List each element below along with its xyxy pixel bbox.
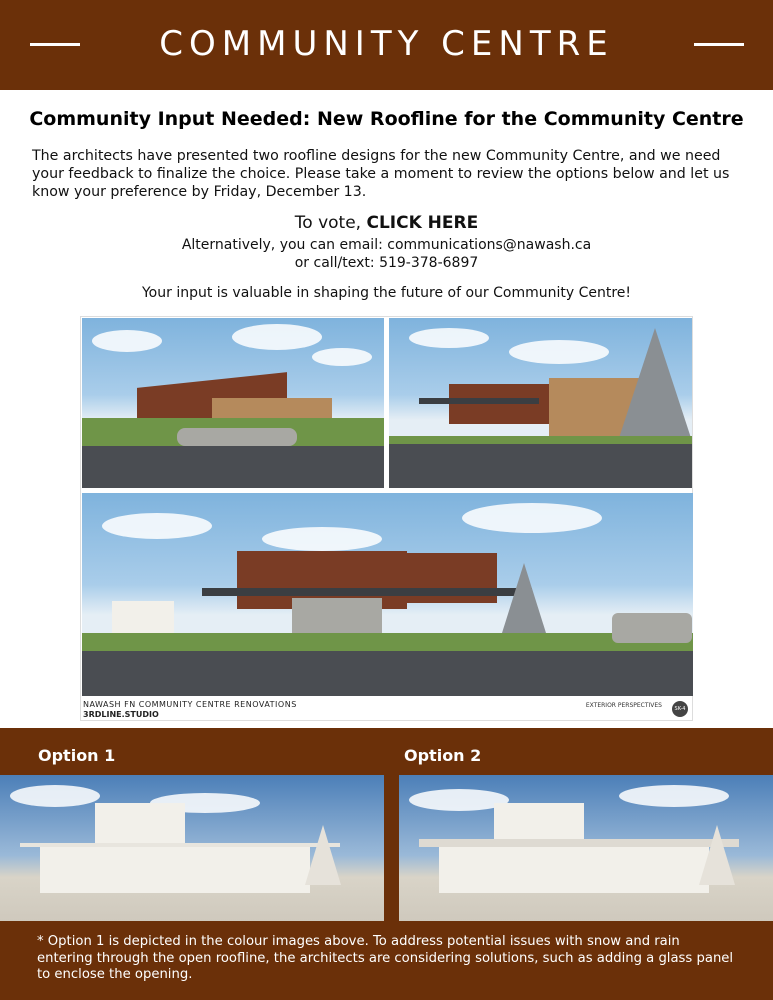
- header-title: COMMUNITY CENTRE: [159, 24, 614, 64]
- cloud: [232, 324, 322, 350]
- building-wing: [439, 845, 709, 893]
- road: [389, 444, 692, 488]
- building-wing: [40, 845, 310, 893]
- vote-line: [0, 213, 773, 233]
- header-banner: [0, 0, 773, 90]
- cloud: [462, 503, 602, 533]
- option-2-label: Option 2: [404, 746, 482, 765]
- open-roofline: [20, 843, 340, 847]
- header-rule-right: [694, 43, 744, 46]
- rendering-front-left: [82, 318, 384, 488]
- rocks: [177, 428, 297, 446]
- cloud: [409, 328, 489, 348]
- tipi-structure: [502, 563, 546, 633]
- sheet-label: EXTERIOR PERSPECTIVES: [585, 702, 662, 709]
- cloud: [262, 527, 382, 551]
- road: [82, 651, 693, 696]
- studio-logo: 3RDLINE.STUDIO: [83, 710, 159, 719]
- vote-prefix: To vote,: [294, 213, 367, 233]
- tipi-structure: [305, 825, 341, 885]
- input-valuable-text: Your input is valuable in shaping the future of our Community Centre!: [141, 285, 631, 301]
- headline: Community Input Needed: New Roofline for the Community Centre: [29, 108, 744, 130]
- road: [82, 446, 384, 488]
- footnote: * Option 1 is depicted in the colour images above. To address potential issues with snow and rain entering through the open roofline, the architects are considering solutions, such as adding a glass panel to enclose the opening.: [37, 934, 734, 982]
- intro-paragraph: The architects have presented two roofline designs for the new Community Centre, and we need your feedback to finalize the choice. Please take a moment to review the options below and let us know your preference by Friday, December 13.: [32, 148, 730, 200]
- canopy-roof: [202, 588, 532, 596]
- email-line[interactable]: Alternatively, you can email: communications@nawash.ca: [181, 237, 592, 253]
- building-stone: [292, 598, 382, 633]
- cloud: [509, 340, 609, 364]
- vote-link[interactable]: CLICK HERE: [366, 213, 479, 233]
- closed-roofline: [419, 839, 739, 847]
- phone-line: or call/text: 519-378-6897: [294, 255, 479, 271]
- tipi-structure: [699, 825, 735, 885]
- cloud: [312, 348, 372, 366]
- cloud: [10, 785, 100, 807]
- option-1-rendering[interactable]: [0, 775, 384, 921]
- building-brick: [449, 384, 559, 424]
- sheet-number-badge: SK-4: [672, 701, 688, 717]
- cloud: [92, 330, 162, 352]
- contact-info: [0, 236, 773, 272]
- rendering-front-right: [389, 318, 692, 488]
- rendering-main: [82, 493, 693, 696]
- option-1-label: Option 1: [38, 746, 116, 765]
- parked-truck: [612, 613, 692, 643]
- grass: [82, 633, 693, 653]
- tipi-structure: [619, 328, 691, 438]
- canopy-roof: [419, 398, 539, 404]
- option-2-rendering[interactable]: [399, 775, 773, 921]
- renderings-board: [80, 316, 693, 721]
- cloud: [102, 513, 212, 539]
- cloud: [619, 785, 729, 807]
- board-title: NAWASH FN COMMUNITY CENTRE RENOVATIONS: [83, 700, 297, 709]
